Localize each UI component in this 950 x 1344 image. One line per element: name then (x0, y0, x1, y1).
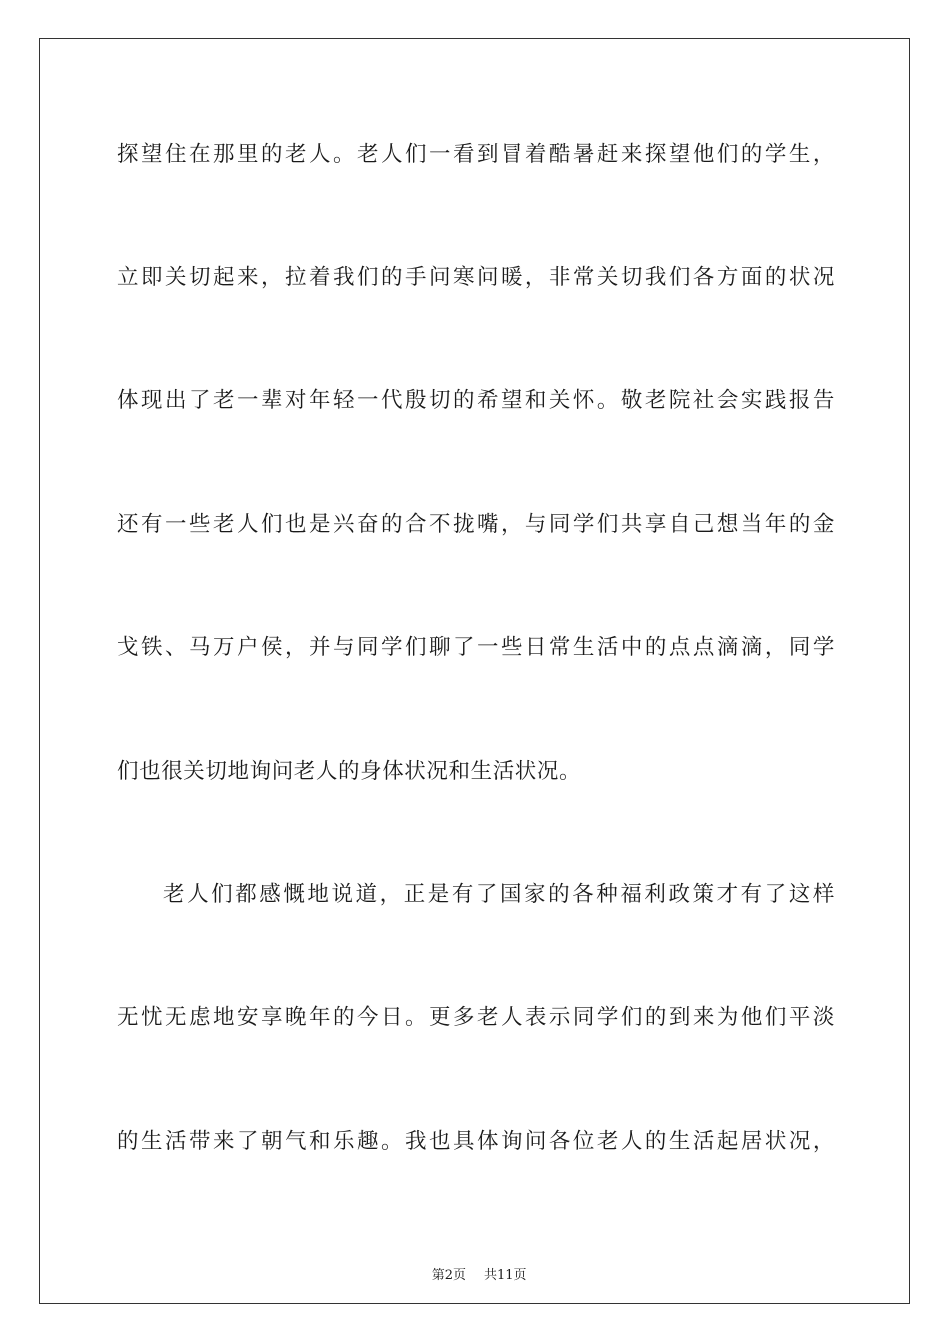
text-line: 的生活带来了朝气和乐趣。我也具体询问各位老人的生活起居状况， (117, 1129, 835, 1154)
text-line: 戈铁、马万户侯，并与同学们聊了一些日常生活中的点点滴滴，同学 (117, 635, 835, 660)
page-total: 共11页 (484, 1268, 527, 1283)
paragraph-first-line: 老人们都感慨地说道，正是有了国家的各种福利政策才有了这样 (163, 882, 835, 907)
text-line: 立即关切起来，拉着我们的手问寒问暖，非常关切我们各方面的状况 (117, 265, 835, 290)
page-number: 第2页 (431, 1268, 466, 1283)
page-footer (0, 1246, 950, 1286)
text-line: 们也很关切地询问老人的身体状况和生活状况。 (117, 759, 582, 784)
text-line: 探望住在那里的老人。老人们一看到冒着酷暑赶来探望他们的学生， (117, 142, 835, 167)
text-line: 无忧无虑地安享晚年的今日。更多老人表示同学们的到来为他们平淡 (117, 1005, 835, 1030)
page-border (39, 38, 910, 1304)
text-line: 体现出了老一辈对年轻一代殷切的希望和关怀。敬老院社会实践报告 (117, 388, 835, 413)
text-line: 还有一些老人们也是兴奋的合不拢嘴，与同学们共享自己想当年的金 (117, 512, 835, 537)
